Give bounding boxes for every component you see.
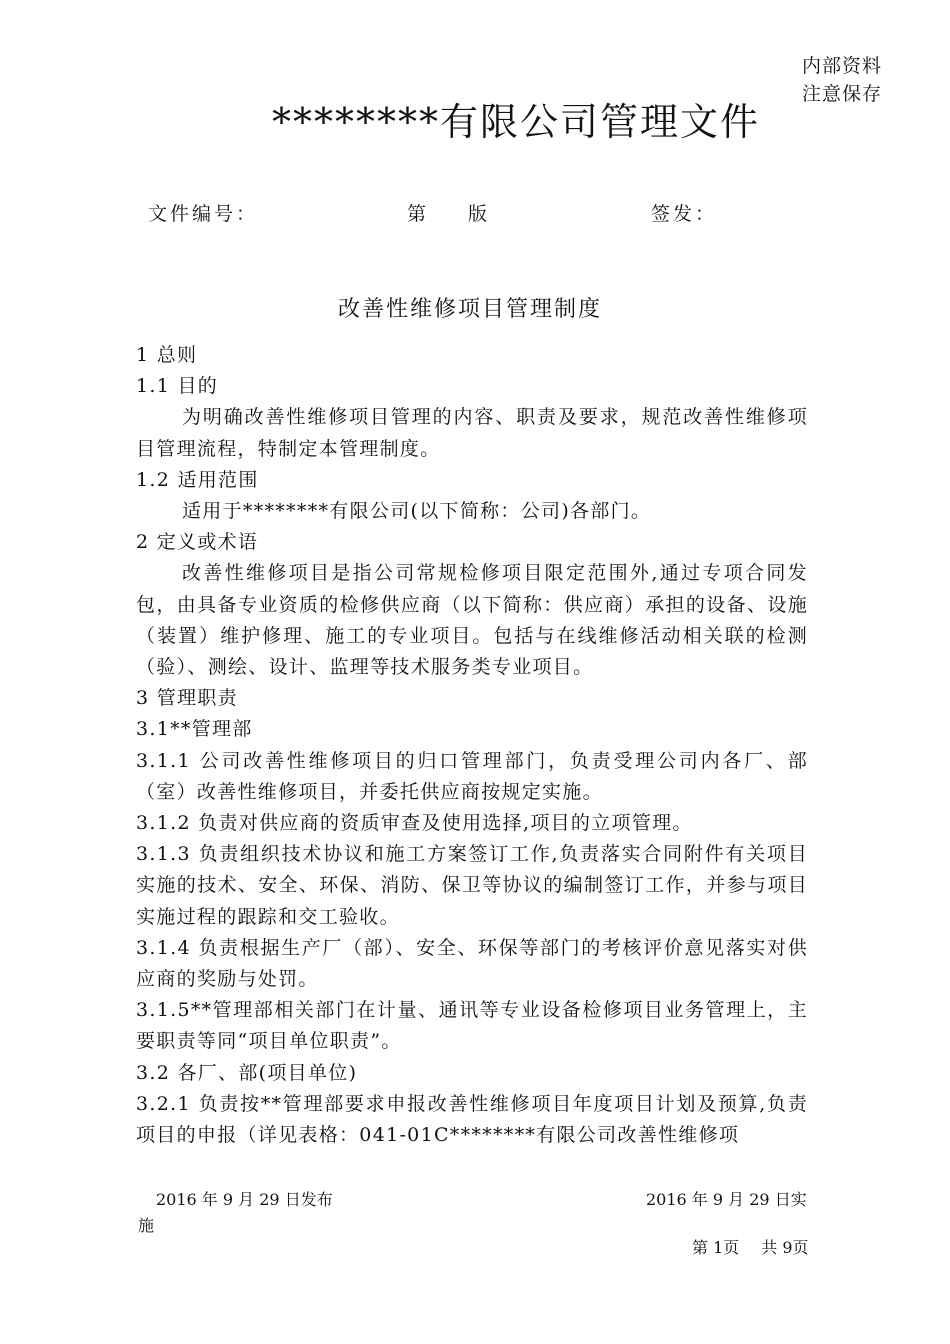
- page-current: 第 1页: [692, 1238, 740, 1257]
- publish-date: 2016 年 9 月 29 日发布: [156, 1190, 333, 1209]
- regulation-title: 改善性维修项目管理制度: [337, 297, 602, 322]
- section-heading-3-2: 3.2 各厂、部(项目单位): [136, 1061, 358, 1084]
- implementation-date-tail: 施: [138, 1216, 155, 1235]
- section-heading-1-1: 1.1 目的: [136, 375, 219, 398]
- page-number: [692, 1236, 809, 1260]
- clause-3-1-4: 3.1.4 负责根据生产厂（部）、安全、环保等部门的考核评价意见落实对供应商的奖励与处罚。: [136, 936, 808, 991]
- scope-paragraph: 适用于********有限公司(以下简称：公司)各部门。: [182, 500, 652, 523]
- confidential-line-1: 内部资料: [802, 55, 883, 77]
- document-number-label: 文件编号：: [148, 203, 259, 225]
- edition-label: [407, 200, 487, 228]
- section-heading-1-2: 1.2 适用范围: [136, 468, 259, 491]
- definition-paragraph: 改善性维修项目是指公司常规检修项目限定范围外,通过专项合同发包，由具备专业资质的检修供应商（以下简称：供应商）承担的设备、设施（装置）维护修理、施工的专业项目。包括与在线维修活动相关联的检测（验）、测绘、设计、监理等技术服务类专业项目。: [136, 562, 808, 679]
- confidential-line-2: 注意保存: [802, 83, 883, 105]
- clause-3-1-2: 3.1.2 负责对供应商的资质审查及使用选择,项目的立项管理。: [136, 812, 693, 835]
- section-heading-2: 2 定义或术语: [136, 531, 259, 554]
- page-total: 共 9页: [761, 1238, 809, 1257]
- document-body: [136, 340, 808, 1151]
- edition-label-prefix: 第: [407, 203, 427, 225]
- clause-3-2-1: 3.2.1 负责按**管理部要求申报改善性维修项目年度项目计划及预算,负责项目的申报（详见表格：041-01C********有限公司改善性维修项: [136, 1092, 808, 1147]
- implementation-date: 2016 年 9 月 29 日实: [646, 1190, 807, 1209]
- clause-3-1-1: 3.1.1 公司改善性维修项目的归口管理部门，负责受理公司内各厂、部（室）改善性维修项目，并委托供应商按规定实施。: [136, 749, 808, 803]
- edition-label-suffix: 版: [468, 203, 488, 225]
- section-heading-3: 3 管理职责: [136, 687, 238, 710]
- confidential-notice: [802, 52, 882, 108]
- signed-by-label: 签发：: [651, 203, 718, 225]
- clause-3-1-5: 3.1.5**管理部相关部门在计量、通讯等专业设备检修项目业务管理上，主要职责等同“项目单位职责”。: [136, 999, 808, 1053]
- purpose-paragraph: 为明确改善性维修项目管理的内容、职责及要求，规范改善性维修项目管理流程，特制定本管理制度。: [136, 406, 808, 460]
- section-heading-1: 1 总则: [136, 344, 198, 366]
- clause-3-1-3: 3.1.3 负责组织技术协议和施工方案签订工作,负责落实合同附件有关项目实施的技术、安全、环保、消防、保卫等协议的编制签订工作，并参与项目实施过程的跟踪和交工验收。: [136, 843, 808, 928]
- section-heading-3-1: 3.1**管理部: [136, 718, 253, 741]
- company-document-title: ********有限公司管理文件: [272, 100, 761, 144]
